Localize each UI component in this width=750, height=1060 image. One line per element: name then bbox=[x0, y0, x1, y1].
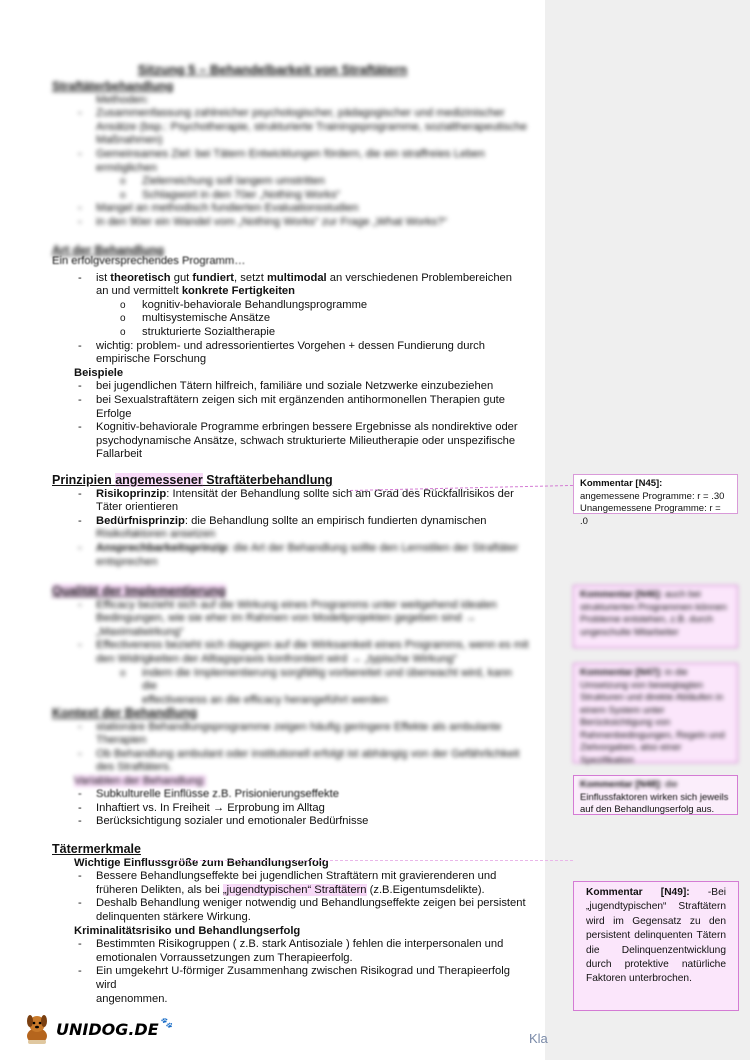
section-taetermerkmale: Tätermerkmale Wichtige Einflussgröße zum Behandlungserfolg - Bessere Behandlungseffekte bei jugendlichen Straftätern mit gravierenderen und früheren Delikten, als bei „jugendtypischen“ Straftätern (z.B.Eigentumsdelikte). - Deshalb Behandlung weniger notwendig und Behandlungseffekte zeigen bei persistent delinquenten stärkere Wirkung. Kriminalitätsrisiko und Behandlungserfolg - Bestimmten Risikogruppen ( z.B. stark Antisoziale ) fehlen die interpersonalen und emotionalen Vorraussetzungen zum Therapieerfolg. - Ein umgekehrt U-förmiger Zusammenhang zwischen Risikograd und Therapieerfolg wird angenommen. bbox=[52, 843, 530, 1006]
paw-icon: 🐾 bbox=[160, 1017, 174, 1029]
dog-icon bbox=[22, 1012, 52, 1046]
list-item: o multisystemische Ansätze bbox=[52, 312, 530, 326]
footer-text: Kla bbox=[529, 1031, 548, 1046]
page-title: Sitzung 5 – Behandelbarkeit von Straftätern bbox=[137, 62, 408, 77]
list-item: - Deshalb Behandlung weniger notwendig und Behandlungseffekte zeigen bei persistent bbox=[52, 897, 530, 911]
list-item: - Ansprechbarkeitsprinzip: die Art der Behandlung sollte den Lernstilen der Straftäter bbox=[52, 542, 530, 556]
list-item: - Bestimmten Risikogruppen ( z.B. stark Antisoziale ) fehlen die interpersonalen und bbox=[52, 938, 530, 952]
section-kontext-variablen bbox=[52, 788, 530, 829]
list-item: o kognitiv-behaviorale Behandlungsprogramme bbox=[52, 299, 530, 313]
comment-n48[interactable]: Kommentar [N48]: die Einflussfaktoren wirken sich jeweils auf den Behandlungserfolg aus. bbox=[573, 775, 738, 815]
list-item: o strukturierte Sozialtherapie bbox=[52, 326, 530, 340]
section-heading: Kontext der Behandlung bbox=[52, 706, 198, 720]
comment-n45[interactable]: Kommentar [N45]: angemessene Programme: r = .30 Unangemessene Programme: r = .0 bbox=[573, 474, 738, 514]
comment-n49[interactable]: Kommentar [N49]: -Bei „jugendtypischen“ Straftätern wird im Gegensatz zu den persistent delinquenten Tätern die Delinquenzentwicklung durch protektive natürliche Faktoren unterbrochen. bbox=[573, 881, 739, 1011]
section-prinzipien: Prinzipien angemessener Straftäterbehandlung - Risikoprinzip: Intensität der Behandlung sollte sich am Grad des Rückfallrisikos der Täter orientieren - Bedürfnisprinzip: die Behandlung sollte an empirisch fundierten dynamischen Risikofaktoren ansetzen - Ansprechbarkeitsprinzip: die Art der Behandlung sollte den Lernstilen der Straftäter entsprechen bbox=[52, 474, 530, 569]
list-item: - Bessere Behandlungseffekte bei jugendlichen Straftätern mit gravierenderen und bbox=[52, 870, 530, 884]
list-item: - wichtig: problem- und adressorientiertes Vorgehen + dessen Fundierung durch bbox=[52, 340, 530, 354]
section-qualitaet: Qualität der Implementierung - Efficacy bezieht sich auf die Wirkung eines Programms unter weitgehend idealen Bedingungen, wie sie eher im Rahmen von Modellprojekten gegeben sind → „Maximalwirkung“ - Effectiveness bezieht sich dagegen auf die Wirksamkeit eines Programms, wenn es mit den Widrigkeiten der Alltagspraxis konfrontiert wird → „typische Wirkung“ o indem die Implementierung sorgfältig vorbereitet und überwacht wird, kann die effectiveness an die efficacy herangeführt werden bbox=[52, 585, 530, 707]
section-art-der-behandlung: Ein erfolgversprechendes Programm… - ist theoretisch gut fundiert, setzt multimodal an verschiedenen Problembereichen an und vermittelt konkrete Fertigkeiten o kognitiv-behaviorale Behandlungsprogramme o multisystemische Ansätze o strukturierte Sozialtherapie - wichtig: problem- und adressorientiertes Vorgehen + dessen Fundierung durch empirische Forschung Beispiele - bei jugendlichen Tätern hilfreich, familiäre und soziale Netzwerke einzubeziehen - bei Sexualstraftätern zeigen sich mit ergänzenden antihormonellen Therapien gute Erfolge - Kognitiv-behaviorale Programme erbringen bessere Ergebnisse als nondirektive oder psychodynamische Ansätze, schwach strukturierte Milieutherapie oder unspezifische Fallarbeit bbox=[52, 258, 530, 462]
comment-connector bbox=[150, 860, 573, 861]
logo-text: UNIDOG.DE bbox=[56, 1019, 159, 1039]
section-straftaeterbehandlung: Straftäterbehandlung Methoden: - Zusammenfassung zahlreicher psychologischer, pädagogischer und medizinischer Ansätze (bsp.: Psychotherapie, strukturierte Trainingsprogramme, sozialtherapeutische Maßnahmen) - Gemeinsames Ziel: bei Tätern Entwicklungen fördern, die ein straffreies Leben ermöglichen o Zielerreichung soll langem umstritten o Schlagwort in den 70er „Nothing Works“ - Mangel an methodisch fundierten Evaluationsstudien - in den 90er ein Wandel vom „Nothing Works“ zur Frage „What Works?“ bbox=[52, 80, 530, 230]
subheading-beispiele: Beispiele bbox=[74, 366, 124, 379]
list-item: - Berücksichtigung sozialer und emotionaler Bedürfnisse bbox=[52, 815, 530, 829]
list-item: - Bedürfnisprinzip: die Behandlung sollte an empirisch fundierten dynamischen bbox=[52, 515, 530, 529]
list-item: - bei Sexualstraftätern zeigen sich mit ergänzenden antihormonellen Therapien gute bbox=[52, 394, 530, 408]
comment-n47[interactable]: Kommentar [N47]: in die Umsetzung von bewegtagten Strukturen und direkte Abläufen in einem System unter Berücksichtigung von Rahmenbedingungen, Regeln und Zielvorgaben, also einer Spezifikation bbox=[573, 663, 738, 763]
section-heading-art: Art der Behandlung bbox=[52, 243, 165, 257]
list-item: - Inhaftiert vs. In Freiheit → Erprobung im Alltag bbox=[52, 802, 530, 816]
list-item: - bei jugendlichen Tätern hilfreich, familiäre und soziale Netzwerke einzubeziehen bbox=[52, 380, 530, 394]
list-item: - Subkulturelle Einflüsse z.B. Prisionierungseffekte bbox=[52, 788, 530, 802]
section-kontext: Kontext der Behandlung - stationäre Behandlungsprogramme zeigen häufig geringere Effekte als ambulante Therapien - Ob Behandlung ambulant oder institutionell erfolgt ist abhängig von der Gefährlichkeit des Straftäters. Variablen der Behandlung: bbox=[52, 707, 530, 789]
subheading: Kriminalitätsrisiko und Behandlungserfolg bbox=[74, 924, 301, 937]
list-item: - Ein umgekehrt U-förmiger Zusammenhang zwischen Risikograd und Therapieerfolg wird bbox=[52, 965, 530, 992]
list-item: - Kognitiv-behaviorale Programme erbringen bessere Ergebnisse als nondirektive oder bbox=[52, 421, 530, 435]
subheading: Wichtige Einflussgröße zum Behandlungserfolg bbox=[74, 856, 329, 869]
section-heading: Prinzipien angemessener Straftäterbehandlung bbox=[52, 473, 333, 487]
intro-text: Ein erfolgversprechendes Programm… bbox=[52, 255, 246, 267]
section-heading: Qualität der Implementierung bbox=[52, 584, 226, 598]
comment-n46[interactable]: Kommentar [N46]: auch bei strukturierten Programmen können Probleme entstehen, z.B. durch ungeschulte Mitarbeiter bbox=[573, 585, 738, 648]
list-item: - ist theoretisch gut fundiert, setzt multimodal an verschiedenen Problembereichen bbox=[52, 272, 530, 286]
unidog-logo bbox=[22, 1012, 173, 1046]
section-heading: Straftäterbehandlung bbox=[52, 79, 174, 93]
section-heading: Tätermerkmale bbox=[52, 842, 141, 856]
list-item: - Risikoprinzip: Intensität der Behandlung sollte sich am Grad des Rückfallrisikos der bbox=[52, 488, 530, 502]
